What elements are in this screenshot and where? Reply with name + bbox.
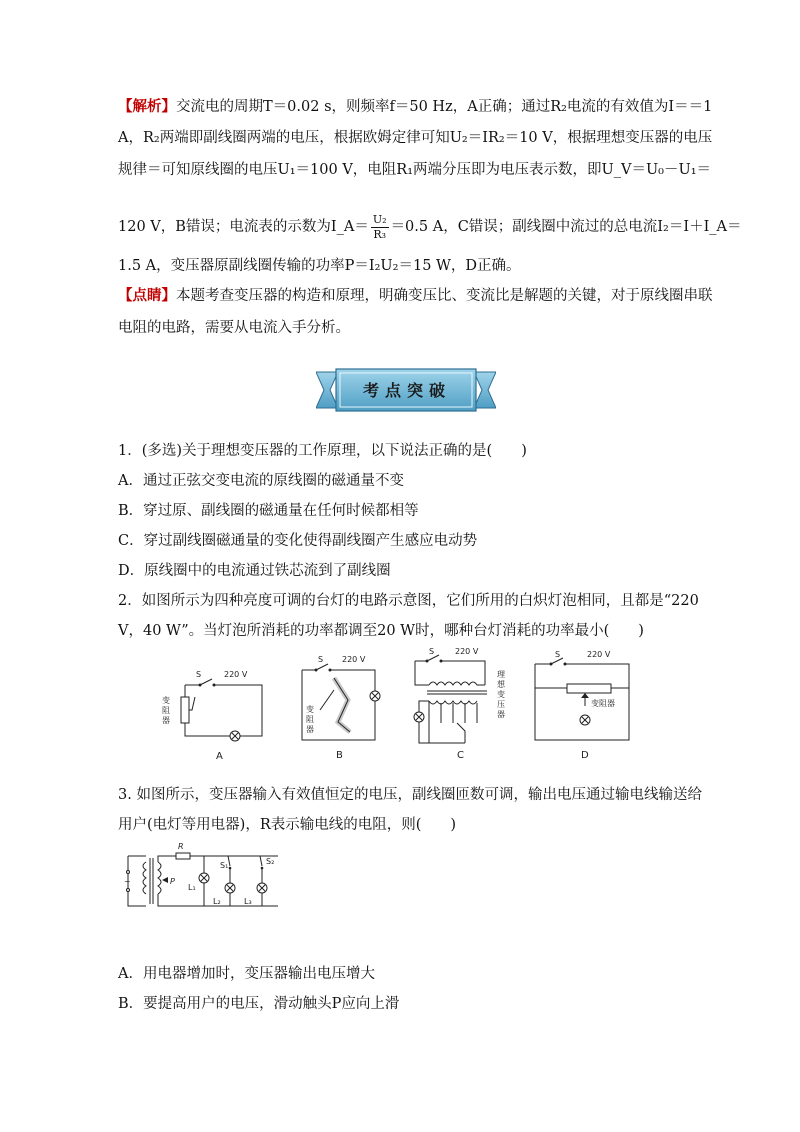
q3-option-b: B．要提高用户的电压，滑动触头P应向上滑 [118, 996, 400, 1012]
q3-figure [118, 838, 283, 913]
q3-fig-p: P [170, 877, 175, 886]
svg-text:器: 器 [306, 725, 314, 734]
fig-a-label: 变 [162, 696, 170, 705]
q1-stem: 1．(多选)关于理想变压器的工作原理，以下说法正确的是( ) [118, 443, 527, 459]
fig-d-caption: D [581, 750, 589, 761]
analysis-line-2: A，R₂两端即副线圈两端的电压，根据欧姆定律可知U₂＝IR₂＝10 V，根据理想变压器的电压 [118, 130, 713, 146]
q3-fig-l1: L₁ [188, 883, 196, 892]
fig-c-switch: S [429, 647, 435, 656]
fig-a-caption: A [216, 751, 223, 762]
analysis-line-5: 1.5 A，变压器原副线圈传输的功率P＝I₂U₂＝15 W，D正确。 [118, 258, 521, 274]
comment-tag: 【点睛】 [118, 287, 176, 304]
q2-figure-c [405, 645, 520, 765]
q3-option-a: A．用电器增加时，变压器输出电压增大 [118, 966, 375, 982]
q1-option-d: D．原线圈中的电流通过铁芯流到了副线圈 [118, 563, 391, 579]
comment-line-1 [118, 286, 713, 306]
analysis-text-4a: 120 V，B错误；电流表的示数为I_A＝ [118, 219, 369, 235]
analysis-tag: 【解析】 [118, 98, 176, 115]
analysis-line-1 [118, 97, 712, 117]
q2-stem-2: V，40 W”。当灯泡所消耗的功率都调至20 W时，哪种台灯消耗的功率最小( ) [118, 623, 644, 639]
svg-text:想: 想 [497, 680, 505, 689]
fig-c-caption: C [457, 750, 464, 761]
analysis-line-3: 规律＝可知原线圈的电压U₁＝100 V，电阻R₁两端分压即为电压表示数，即U_V＝U₀－U₁＝ [118, 162, 712, 178]
svg-text:阻: 阻 [162, 706, 170, 715]
q1-option-b: B．穿过原、副线圈的磁通量在任何时候都相等 [118, 503, 419, 519]
comment-text-1: 本题考查变压器的构造和原理，明确变压比、变流比是解题的关键，对于原线圈串联 [176, 288, 713, 304]
q3-fig-s2: S₂ [266, 857, 275, 866]
svg-text:器: 器 [497, 710, 505, 719]
analysis-text-4b: ＝0.5 A，C错误；副线圈中流过的总电流I₂＝I＋I_A＝ [390, 219, 742, 235]
q3-fig-r: R [178, 842, 184, 851]
fig-c-voltage: 220 V [455, 647, 479, 656]
fig-b-voltage: 220 V [342, 655, 366, 664]
fig-d-voltage: 220 V [587, 650, 611, 659]
q2-figure-a [160, 665, 270, 765]
q3-stem-1: 3. 如图所示，变压器输入有效值恒定的电压，副线圈匝数可调，输出电压通过输电线输送给 [118, 787, 702, 803]
fig-d-switch: S [555, 650, 561, 659]
current-fraction [371, 213, 389, 242]
analysis-text-1: 交流电的周期T＝0.02 s，则频率f＝50 Hz，A正确；通过R₂电流的有效值为I＝＝1 [176, 99, 713, 115]
q3-fig-s1: S₁ [220, 861, 229, 870]
banner-title: 考点突破 [362, 381, 451, 400]
svg-text:变: 变 [306, 705, 314, 714]
q1-option-c: C．穿过副线圈磁通量的变化使得副线圈产生感应电动势 [118, 533, 478, 549]
q2-figure-b [290, 650, 390, 765]
fig-b-switch: S [318, 655, 324, 664]
fig-a-voltage: 220 V [224, 670, 248, 679]
comment-line-2: 电阻的电路，需要从电流入手分析。 [118, 320, 350, 336]
fig-b-caption: B [336, 750, 343, 761]
svg-text:变: 变 [497, 690, 505, 699]
svg-text:压: 压 [497, 700, 505, 709]
fraction-denominator: R₃ [373, 227, 387, 241]
analysis-line-4 [118, 210, 742, 244]
svg-text:阻: 阻 [306, 715, 314, 724]
q3-stem-2: 用户(电灯等用电器)，R表示输电线的电阻，则( ) [118, 817, 457, 833]
svg-text:理: 理 [497, 670, 505, 679]
fig-a-switch: S [196, 670, 202, 679]
q2-figure-d [525, 648, 645, 763]
svg-text:器: 器 [162, 716, 170, 725]
svg-text:~: ~ [124, 877, 131, 886]
svg-text:变阻器: 变阻器 [591, 699, 615, 708]
q3-fig-l2: L₂ [213, 897, 221, 906]
fraction-numerator: U₂ [372, 212, 387, 226]
q1-option-a: A．通过正弦交变电流的原线圈的磁通量不变 [118, 473, 404, 489]
q2-stem-1: 2．如图所示为四种亮度可调的台灯的电路示意图，它们所用的白炽灯泡相同，且都是“220 [118, 593, 699, 609]
q3-fig-l3: L₃ [244, 897, 252, 906]
